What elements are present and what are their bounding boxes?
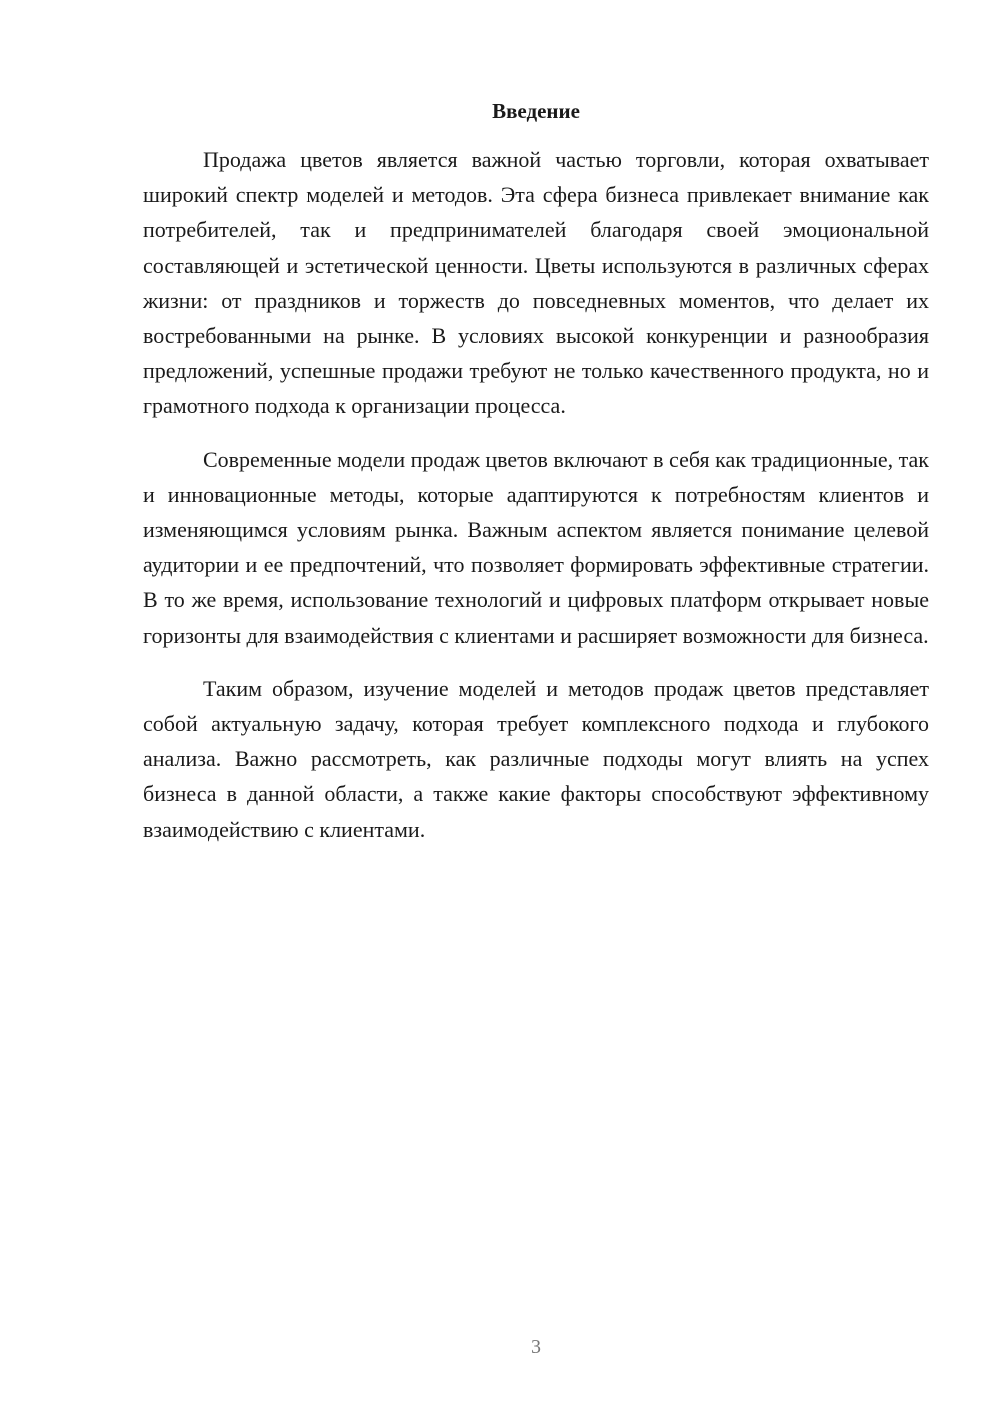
paragraph-1: Продажа цветов является важной частью торговли, которая охватывает широкий спектр моделей и методов. Эта сфера бизнеса привлекает внимание как потребителей, так и предпринимателей благодаря своей эмоциональной составляющей и эстетической ценности. Цветы используются в различных сферах жизни: от праздников и торжеств до повседневных моментов, что делает их востребованными на рынке. В условиях высокой конкуренции и разнообразия предложений, успешные продажи требуют не только качественного продукта, но и грамотного подхода к организации процесса.	[143, 147, 929, 419]
paragraph-3: Таким образом, изучение моделей и методов продаж цветов представляет собой актуальную задачу, которая требует комплексного подхода и глубокого анализа. Важно рассмотреть, как различные подходы могут влиять на успех бизнеса в данной области, а также какие факторы способствуют эффективному взаимодействию с клиентами.	[143, 675, 929, 842]
page-number: 3	[531, 1336, 541, 1358]
paragraph-2: Современные модели продаж цветов включают в себя как традиционные, так и инновационные методы, которые адаптируются к потребностям клиентов и изменяющимся условиям рынка. Важным аспектом является понимание целевой аудитории и ее предпочтений, что позволяет формировать эффективные стратегии. В то же время, использование технологий и цифровых платформ открывает новые горизонты для взаимодействия с клиентами и расширяет возможности для бизнеса.	[143, 446, 929, 648]
page-title: Введение	[492, 99, 580, 123]
body-text	[143, 142, 929, 865]
